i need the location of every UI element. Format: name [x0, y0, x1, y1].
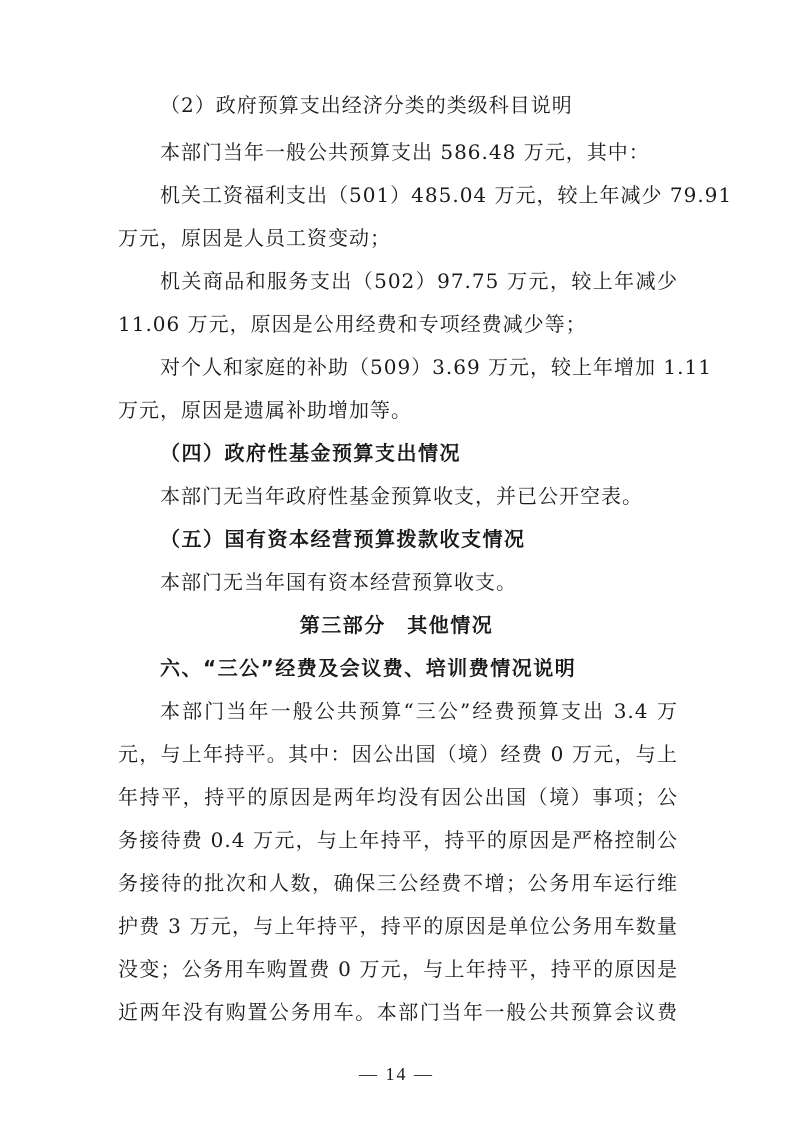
paragraph-line: 机关工资福利支出（501）485.04 万元，较上年减少 79.91	[160, 183, 733, 207]
paragraph-line: 万元，原因是遗属补助增加等。	[118, 398, 412, 422]
paragraph-line: 本部门无当年政府性基金预算收支，并已公开空表。	[160, 484, 643, 508]
paragraph-line: 元，与上年持平。其中：因公出国（境）经费 0 万元，与上	[118, 742, 678, 766]
paragraph-line: 11.06 万元，原因是公用经费和专项经费减少等；	[118, 312, 587, 336]
section-heading-state-capital: （五）国有资本经营预算拨款收支情况	[160, 527, 526, 551]
paragraph-line: 机关商品和服务支出（502）97.75 万元，较上年减少	[160, 269, 678, 293]
paragraph-line: 对个人和家庭的补助（509）3.69 万元，较上年增加 1.11	[160, 355, 712, 379]
section-heading-three-public: 六、“三公”经费及会议费、培训费情况说明	[160, 656, 577, 680]
subheading-economic-classification: （2）政府预算支出经济分类的类级科目说明	[160, 93, 573, 117]
paragraph-line: 本部门当年一般公共预算支出 586.48 万元，其中：	[160, 140, 650, 164]
page-number: — 14 —	[359, 1064, 434, 1084]
paragraph-line: 本部门当年一般公共预算“三公”经费预算支出 3.4 万	[160, 699, 678, 723]
paragraph-line: 务接待费 0.4 万元，与上年持平，持平的原因是严格控制公	[118, 828, 678, 852]
paragraph-line: 务接待的批次和人数，确保三公经费不增；公务用车运行维	[118, 871, 678, 895]
paragraph-line: 本部门无当年国有资本经营预算收支。	[160, 570, 517, 594]
section-heading-government-fund: （四）政府性基金预算支出情况	[160, 441, 461, 465]
paragraph-line: 万元，原因是人员工资变动；	[118, 226, 391, 250]
paragraph-line: 年持平，持平的原因是两年均没有因公出国（境）事项；公	[118, 785, 678, 809]
paragraph-line: 近两年没有购置公务用车。本部门当年一般公共预算会议费	[118, 1000, 678, 1024]
part-three-heading: 第三部分 其他情况	[299, 613, 494, 637]
paragraph-line: 护费 3 万元，与上年持平，持平的原因是单位公务用车数量	[118, 914, 678, 938]
paragraph-line: 没变；公务用车购置费 0 万元，与上年持平，持平的原因是	[118, 957, 678, 981]
